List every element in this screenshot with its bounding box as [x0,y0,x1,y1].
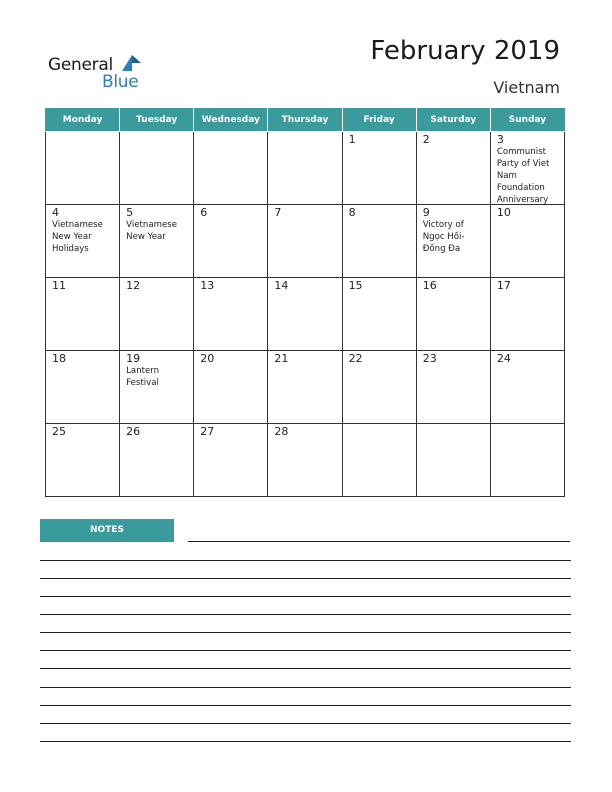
country-name: Vietnam [493,78,560,97]
notes-line [40,723,571,724]
weekday-saturday: Saturday [416,109,490,132]
day-number: 25 [52,425,66,438]
weekday-thursday: Thursday [268,109,342,132]
day-cell [120,424,194,497]
notes-line [188,541,570,542]
day-cell [416,278,490,351]
day-cell [490,351,564,424]
calendar-title: February 2019 [370,36,560,66]
holiday-label: Lantern Festival [126,366,160,388]
day-cell [268,351,342,424]
brand-word-blue: Blue [102,72,139,92]
day-number: 3 [496,133,504,146]
day-number: 8 [348,206,356,219]
day-cell-empty [268,132,342,205]
day-number: 12 [126,279,141,292]
weekday-friday: Friday [342,109,416,132]
day-number: 16 [422,279,437,292]
holiday-label: Communist Party of Viet Nam Foundation Anniversary [496,147,550,204]
week-row [46,132,565,205]
notes-label: NOTES [40,519,174,542]
weekday-sunday: Sunday [490,109,564,132]
day-cell [46,351,120,424]
day-number: 21 [274,352,289,365]
day-number: 1 [348,133,356,146]
day-cell [268,278,342,351]
brand-logo [48,52,148,92]
notes-line [40,741,571,742]
day-number: 10 [496,206,511,219]
day-number: 17 [496,279,511,292]
weekday-monday: Monday [46,109,120,132]
weekday-wednesday: Wednesday [194,109,268,132]
day-number: 24 [496,352,511,365]
week-row [46,205,565,278]
day-cell-empty [490,424,564,497]
day-cell [268,205,342,278]
day-cell-empty [194,132,268,205]
day-number: 28 [274,425,289,438]
brand-word-general: General [48,55,113,75]
week-row [46,351,565,424]
holiday-label: Vietnamese New Year Holidays [52,220,103,254]
day-cell [194,424,268,497]
day-cell [416,351,490,424]
day-cell [342,132,416,205]
day-number: 23 [422,352,437,365]
day-number: 13 [200,279,215,292]
day-cell-empty [120,132,194,205]
logo-flag-icon [120,54,142,72]
day-number: 4 [52,206,59,219]
notes-line [40,596,571,597]
weekday-header-row [46,109,565,132]
holiday-label: Vietnamese New Year [126,220,178,242]
day-cell [194,351,268,424]
day-cell [268,424,342,497]
notes-line [40,632,571,633]
day-cell-empty [46,132,120,205]
day-cell [416,205,490,278]
day-cell [46,278,120,351]
day-number: 2 [422,133,430,146]
day-cell [490,205,564,278]
notes-line [40,705,571,706]
week-row [46,424,565,497]
notes-line [40,578,571,579]
day-cell-empty [416,424,490,497]
month-calendar [45,108,565,497]
day-number: 5 [126,206,134,219]
day-number: 22 [348,352,363,365]
day-cell [120,351,194,424]
notes-line [40,560,571,561]
day-number: 15 [348,279,363,292]
day-cell [490,132,564,205]
notes-line [40,687,571,688]
holiday-label: Victory of Ngọc Hồi-Đống Đa [422,220,465,254]
day-number: 6 [200,206,208,219]
day-number: 14 [274,279,289,292]
day-cell-empty [342,424,416,497]
day-cell [194,278,268,351]
day-cell [416,132,490,205]
day-cell [342,351,416,424]
day-cell [342,278,416,351]
day-cell [490,278,564,351]
day-cell [120,205,194,278]
notes-line [40,650,571,651]
day-number: 19 [126,352,141,365]
day-number: 20 [200,352,215,365]
day-number: 27 [200,425,215,438]
notes-line [40,614,571,615]
day-number: 18 [52,352,66,365]
day-cell [46,205,120,278]
day-cell [120,278,194,351]
day-cell [342,205,416,278]
day-number: 26 [126,425,141,438]
week-row [46,278,565,351]
day-number: 7 [274,206,282,219]
day-cell [46,424,120,497]
day-cell [194,205,268,278]
day-number: 11 [52,279,66,292]
notes-line [40,668,571,669]
day-number: 9 [422,206,430,219]
weekday-tuesday: Tuesday [120,109,194,132]
